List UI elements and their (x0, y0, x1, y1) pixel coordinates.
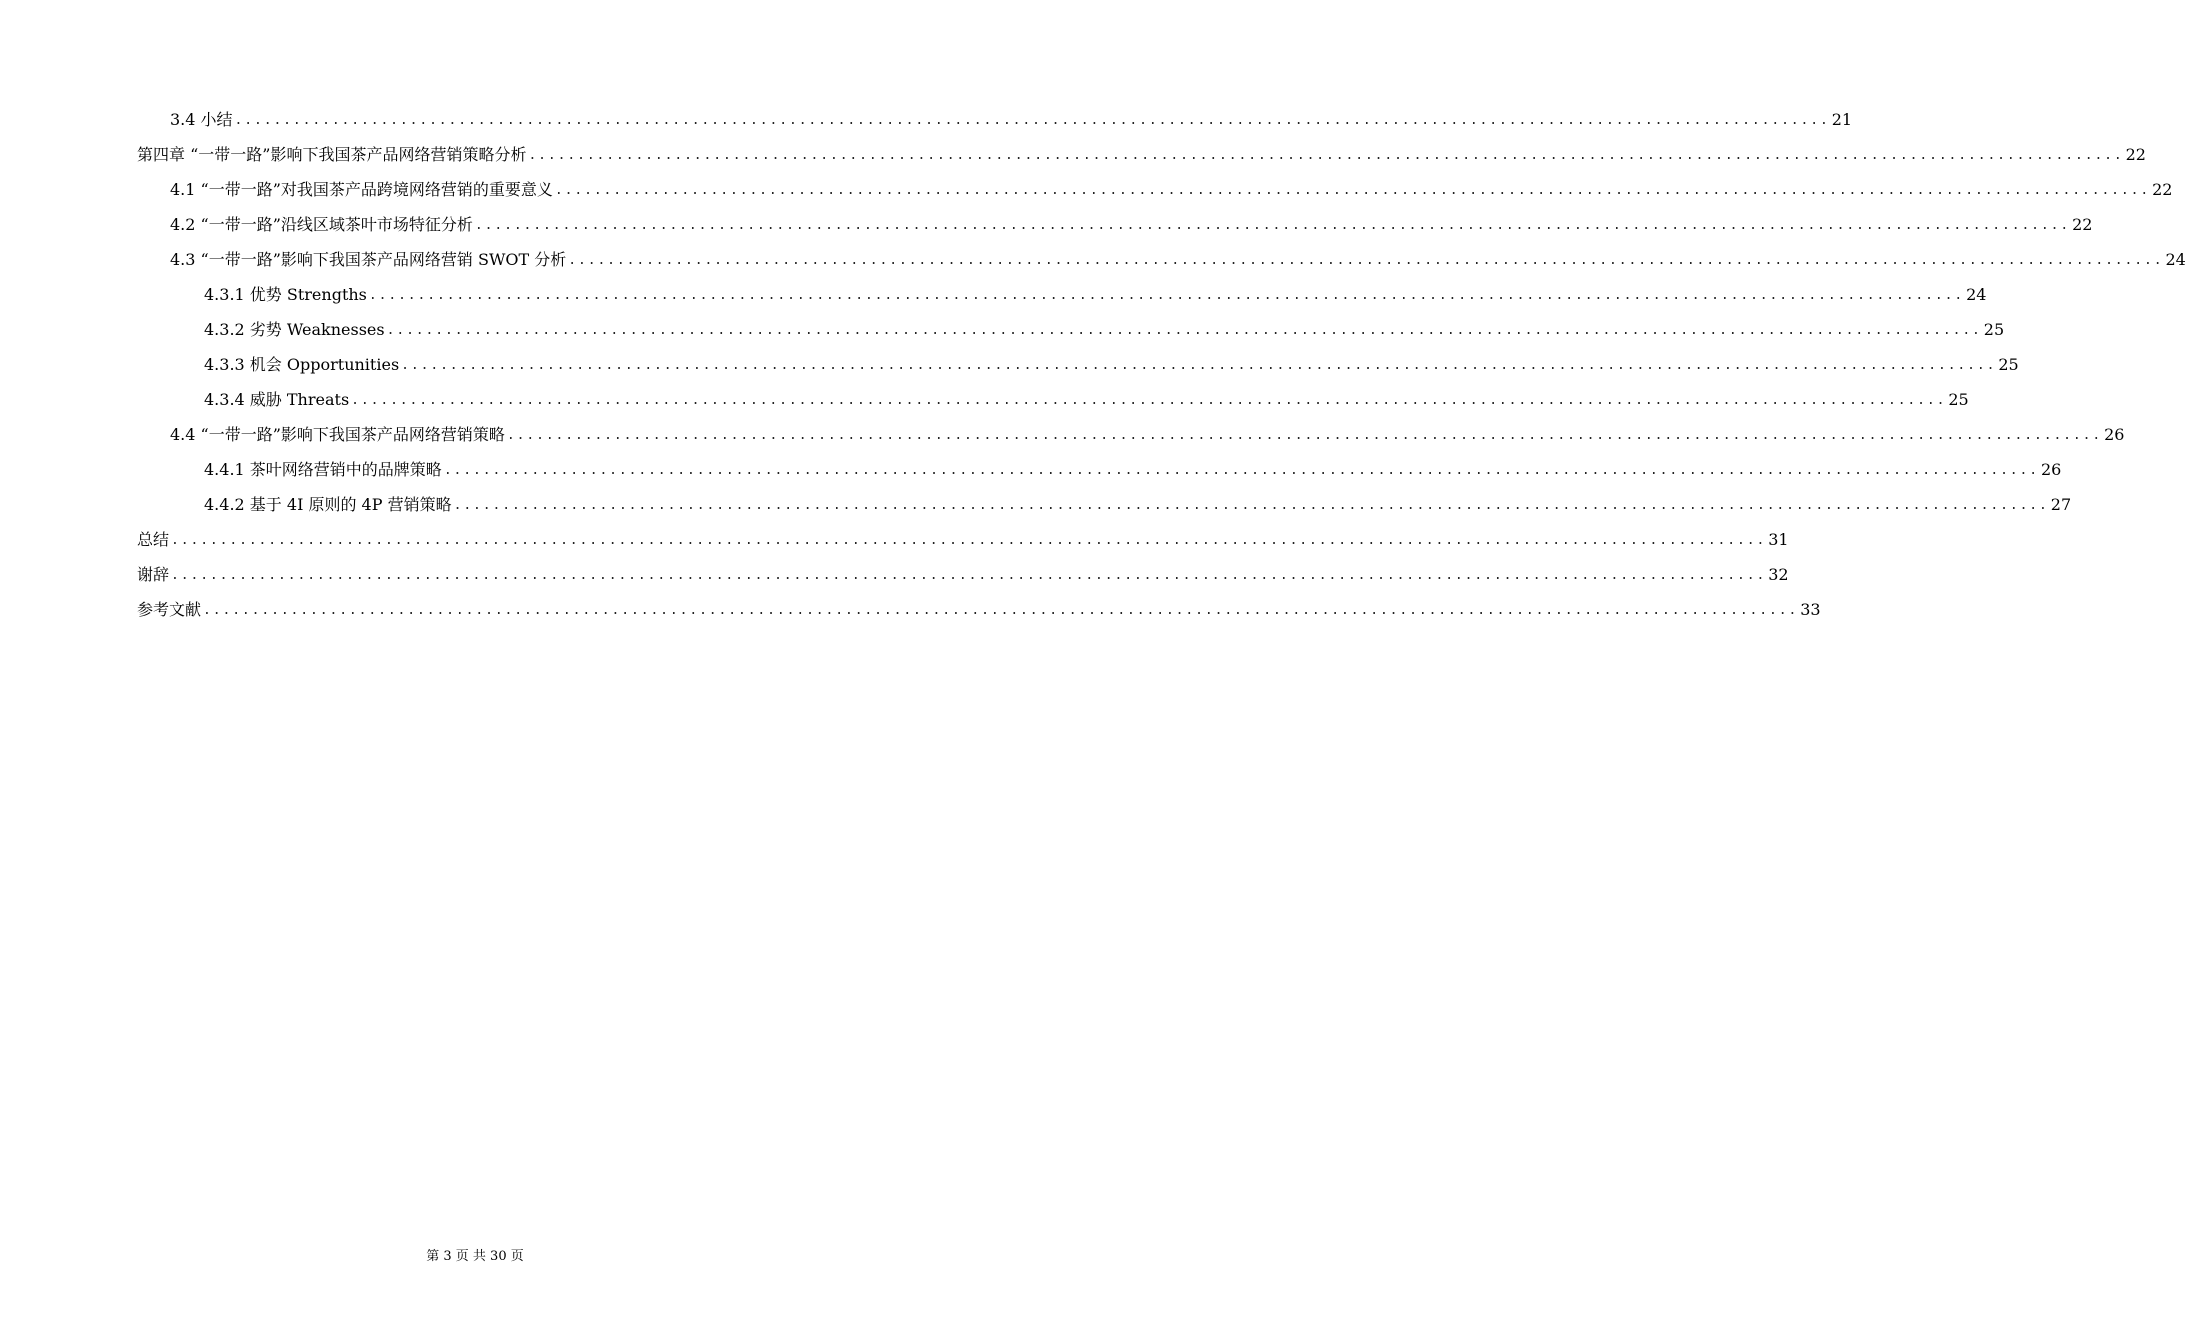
toc-entry-page: 25 (1998, 355, 2019, 374)
toc-dot-leader: .................................................................................................................................................................... (234, 113, 1830, 128)
toc-entry-4-4-2[interactable] (204, 491, 2072, 515)
toc-dot-leader: .................................................................................................................................................................... (506, 428, 2103, 443)
toc-dot-leader: .................................................................................................................................................................... (171, 568, 1767, 583)
toc-entry-4-4-1[interactable] (204, 456, 2062, 480)
toc-entry-title: 4.4 “一带一路”影响下我国茶产品网络营销策略 (170, 425, 505, 444)
toc-entry-4-3-4[interactable] (204, 386, 1969, 410)
toc-entry-page: 32 (1768, 565, 1789, 584)
toc-entry-4-4[interactable] (170, 421, 2125, 445)
toc-dot-leader: .................................................................................................................................................................... (171, 533, 1767, 548)
toc-dot-leader: .................................................................................................................................................................... (453, 498, 2049, 513)
toc-entry-title: 4.4.1 茶叶网络营销中的品牌策略 (204, 460, 442, 479)
toc-entry-title: 谢辞 (137, 565, 170, 584)
toc-entry-4-3-3[interactable] (204, 351, 2019, 375)
toc-entry-title: 4.2 “一带一路”沿线区域茶叶市场特征分析 (170, 215, 473, 234)
toc-entry-title: 4.3.3 机会 Opportunities (204, 355, 400, 374)
toc-dot-leader: .................................................................................................................................................................... (568, 253, 2164, 268)
toc-entry-title: 4.3.2 劣势 Weaknesses (204, 320, 385, 339)
toc-entry-page: 22 (2072, 215, 2093, 234)
toc-entry-summary[interactable] (137, 526, 1789, 550)
toc-entry-references[interactable] (137, 596, 1821, 620)
toc-entry-4-2[interactable] (170, 211, 2093, 235)
toc-entry-page: 24 (2165, 250, 2186, 269)
page-footer: 第 3 页 共 30 页 (426, 1249, 524, 1264)
toc-entry-page: 24 (1966, 285, 1987, 304)
toc-entry-page: 21 (1831, 110, 1853, 129)
toc-entry-3-4[interactable] (170, 106, 1853, 130)
toc-entry-4-1[interactable] (170, 176, 2173, 200)
toc-dot-leader: .................................................................................................................................................................... (351, 393, 1947, 408)
toc-entry-title: 4.3 “一带一路”影响下我国茶产品网络营销 SWOT 分析 (170, 250, 567, 269)
toc-dot-leader: .................................................................................................................................................................... (528, 148, 2124, 163)
toc-entry-4-3-1[interactable] (204, 281, 1987, 305)
toc-entry-title: 4.4.2 基于 4I 原则的 4P 营销策略 (204, 495, 452, 514)
toc-entry-4-3[interactable] (170, 246, 2186, 270)
toc-entry-title: 4.3.4 威胁 Threats (204, 390, 350, 409)
toc-entry-page: 22 (2125, 145, 2146, 164)
toc-dot-leader: .................................................................................................................................................................... (443, 463, 2039, 478)
toc-entry-page: 25 (1983, 320, 2005, 339)
toc-dot-leader: .................................................................................................................................................................... (401, 358, 1997, 373)
toc-entry-chapter-4[interactable] (137, 141, 2146, 165)
toc-entry-title: 总结 (137, 530, 170, 549)
toc-entry-title: 参考文献 (137, 600, 202, 619)
toc-dot-leader: .................................................................................................................................................................... (203, 603, 1799, 618)
toc-entry-title: 3.4 小结 (170, 110, 233, 129)
toc-entry-4-3-2[interactable] (204, 316, 2005, 340)
toc-entry-title: 4.3.1 优势 Strengths (204, 285, 367, 304)
toc-entry-page: 22 (2152, 180, 2173, 199)
toc-entry-page: 27 (2050, 495, 2072, 514)
toc-entry-page: 33 (1800, 600, 1821, 619)
toc-dot-leader: .................................................................................................................................................................... (386, 323, 1982, 338)
toc-entry-page: 26 (2040, 460, 2062, 479)
toc-dot-leader: .................................................................................................................................................................... (368, 288, 1965, 303)
toc-entry-page: 25 (1948, 390, 1969, 409)
toc-dot-leader: .................................................................................................................................................................... (554, 183, 2151, 198)
toc-entry-acknowledgements[interactable] (137, 561, 1789, 585)
toc-entry-page: 31 (1768, 530, 1789, 549)
toc-dot-leader: .................................................................................................................................................................... (474, 218, 2071, 233)
toc-entry-page: 26 (2104, 425, 2125, 444)
toc-entry-title: 第四章 “一带一路”影响下我国茶产品网络营销策略分析 (137, 145, 527, 164)
toc-entry-title: 4.1 “一带一路”对我国茶产品跨境网络营销的重要意义 (170, 180, 553, 199)
